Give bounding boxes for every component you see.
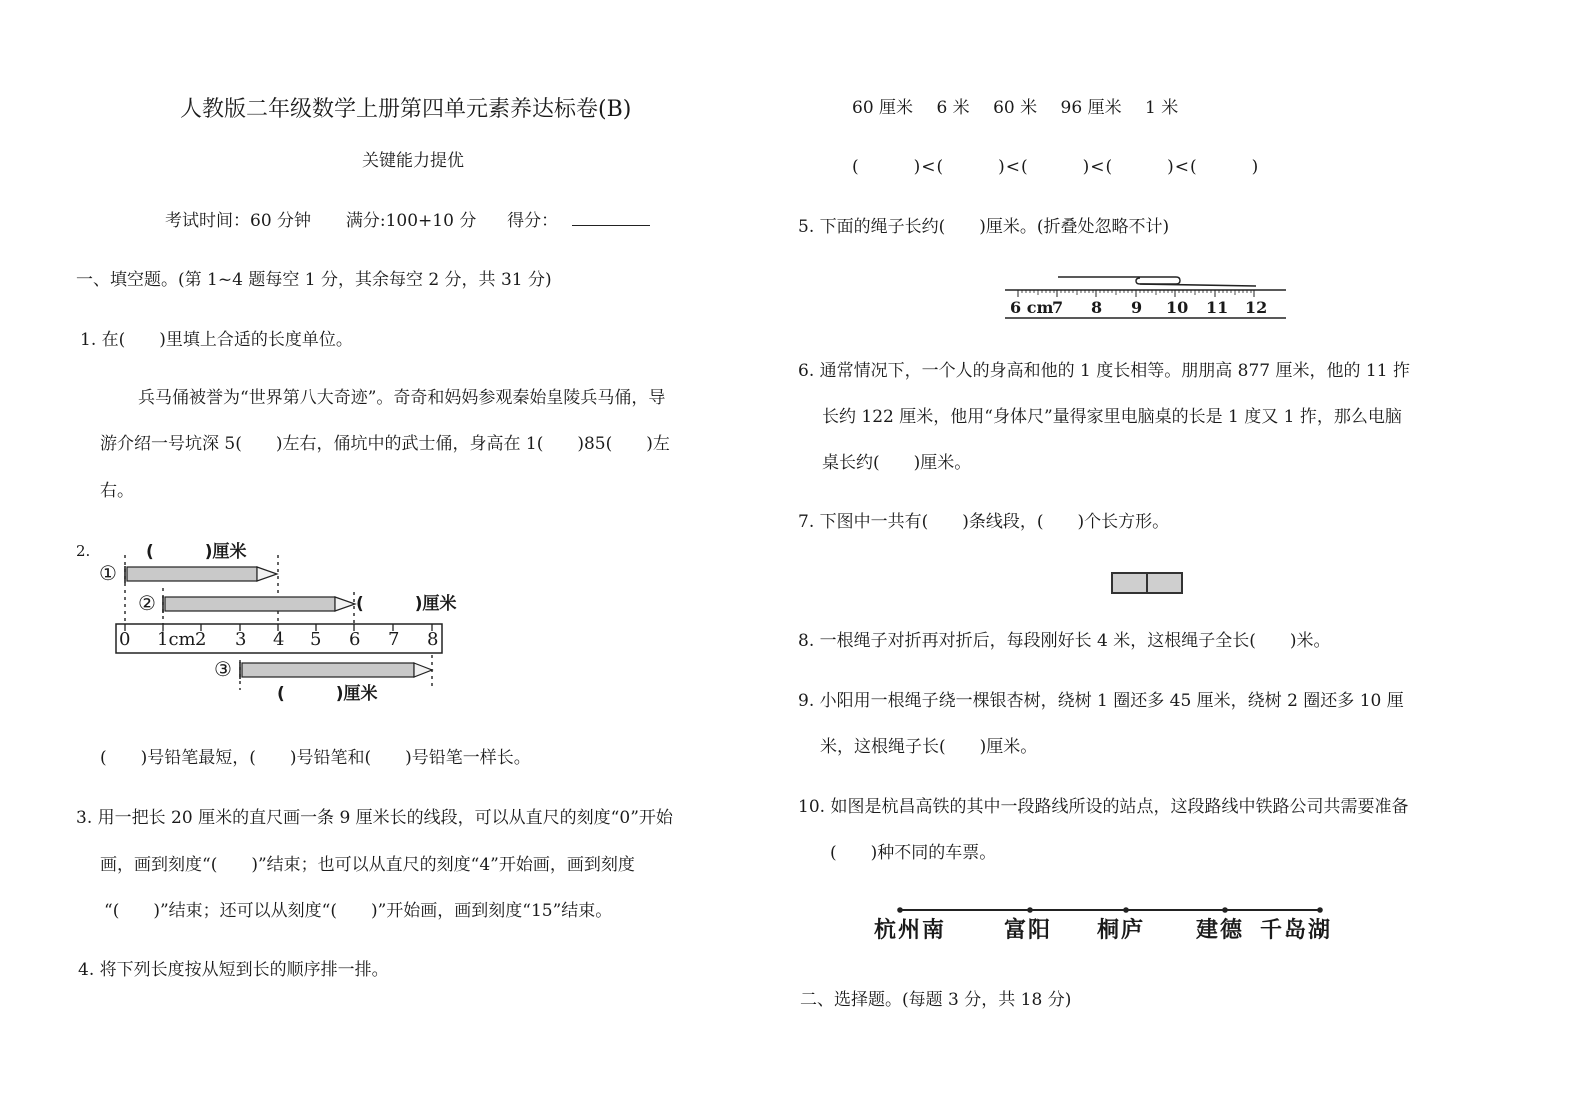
q6-line1: 6. 通常情况下，一个人的身高和他的 1 度长相等。朋朋高 877 厘米，他的 11 拃: [798, 361, 1410, 381]
ruler-tick-1: 1cm: [157, 629, 196, 650]
q8-stem: 8. 一根绳子对折再对折后，每段刚好长 4 米，这根绳子全长( )米。: [798, 631, 1331, 651]
station-tonglu: 桐庐: [1097, 917, 1146, 943]
q4-stem: 4. 将下列长度按从短到长的顺序排一排。: [78, 960, 389, 980]
q10-line2: ( )种不同的车票。: [830, 843, 997, 863]
q1-line2: 游介绍一号坑深 5( )左右，俑坑中的武士俑，身高在 1( )85( )左: [100, 434, 670, 454]
q4-order-line: ( )<( )<( )<( )<( ): [852, 157, 1260, 177]
pencil-2-label: ②: [138, 591, 156, 615]
ruler-tick-3: 3: [235, 629, 247, 650]
rope-ruler-tick-6: 6 cm: [1010, 298, 1054, 317]
q3-line3: “( )”结束；还可以从刻度“( )”开始画，画到刻度“15”结束。: [104, 901, 613, 921]
station-qiandaohu: 千岛湖: [1260, 917, 1333, 943]
ruler-tick-6: 6: [349, 629, 361, 650]
rope-ruler-tick-7: 7: [1052, 298, 1064, 317]
q2-answer-line: ( )号铅笔最短，( )号铅笔和( )号铅笔一样长。: [100, 748, 531, 768]
rope-ruler-tick-10: 10: [1166, 298, 1189, 317]
q1-line1: 兵马俑被誉为“世界第八大奇迹”。奇奇和妈妈参观秦始皇陵兵马俑，导: [138, 388, 666, 408]
q9-line1: 9. 小阳用一根绳子绕一棵银杏树，绕树 1 圈还多 45 厘米，绕树 2 圈还多 10 厘: [798, 691, 1404, 711]
score-label: 得分：: [507, 211, 559, 231]
pencil-1-blank[interactable]: ( )厘米: [146, 542, 247, 562]
q4-item-2: 6 米: [936, 98, 970, 118]
q1-line3: 右。: [100, 481, 134, 501]
station-fuyang: 富阳: [1004, 917, 1053, 943]
q3-line1: 3. 用一把长 20 厘米的直尺画一条 9 厘米长的线段，可以从直尺的刻度“0”开始: [76, 808, 673, 828]
rope-ruler-tick-8: 8: [1091, 298, 1103, 317]
pencil-2-blank[interactable]: ( )厘米: [356, 594, 457, 614]
section1-heading: 一、填空题。(第 1~4 题每空 1 分，其余每空 2 分，共 31 分): [76, 270, 552, 290]
exam-subtitle: 关键能力提优: [362, 151, 464, 171]
exam-time: 考试时间：60 分钟: [165, 211, 312, 231]
full-score: 满分:100+10 分: [345, 211, 477, 231]
q6-line3: 桌长约( )厘米。: [822, 453, 972, 473]
pencil-3-label: ③: [214, 657, 232, 681]
ruler-tick-8: 8: [427, 629, 439, 650]
rope-ruler-tick-9: 9: [1131, 298, 1143, 317]
q5-stem: 5. 下面的绳子长约( )厘米。(折叠处忽略不计): [798, 217, 1170, 237]
q4-item-4: 96 厘米: [1060, 98, 1122, 118]
q4-item-5: 1 米: [1145, 98, 1179, 118]
station-hangzhounan: 杭州南: [874, 917, 947, 943]
ruler-tick-5: 5: [310, 629, 322, 650]
q7-stem: 7. 下图中一共有( )条线段，( )个长方形。: [798, 512, 1170, 532]
exam-title: 人教版二年级数学上册第四单元素养达标卷(B): [180, 97, 632, 122]
station-jiande: 建德: [1196, 917, 1245, 943]
ruler-tick-4: 4: [273, 629, 285, 650]
pencil-1-label: ①: [99, 561, 117, 585]
pencil-3-blank[interactable]: ( )厘米: [277, 684, 378, 704]
q6-line2: 长约 122 厘米，他用“身体尺”量得家里电脑桌的长是 1 度又 1 拃，那么电脑: [822, 407, 1402, 427]
ruler-tick-0: 0: [119, 629, 131, 650]
q4-item-1: 60 厘米: [852, 98, 914, 118]
q4-item-3: 60 米: [993, 98, 1038, 118]
q1-stem: 1. 在( )里填上合适的长度单位。: [80, 330, 353, 350]
q9-line2: 米，这根绳子长( )厘米。: [820, 737, 1038, 757]
rope-ruler-tick-12: 12: [1245, 298, 1268, 317]
section2-heading: 二、选择题。(每题 3 分，共 18 分): [800, 990, 1072, 1010]
q3-line2: 画，画到刻度“( )”结束；也可以从直尺的刻度“4”开始画，画到刻度: [100, 855, 635, 875]
q2-number: 2.: [76, 542, 91, 560]
rope-ruler-tick-11: 11: [1206, 298, 1229, 317]
q10-line1: 10. 如图是杭昌高铁的其中一段路线所设的站点，这段路线中铁路公司共需要准备: [798, 797, 1409, 817]
ruler-tick-7: 7: [388, 629, 400, 650]
ruler-tick-2: 2: [195, 629, 207, 650]
